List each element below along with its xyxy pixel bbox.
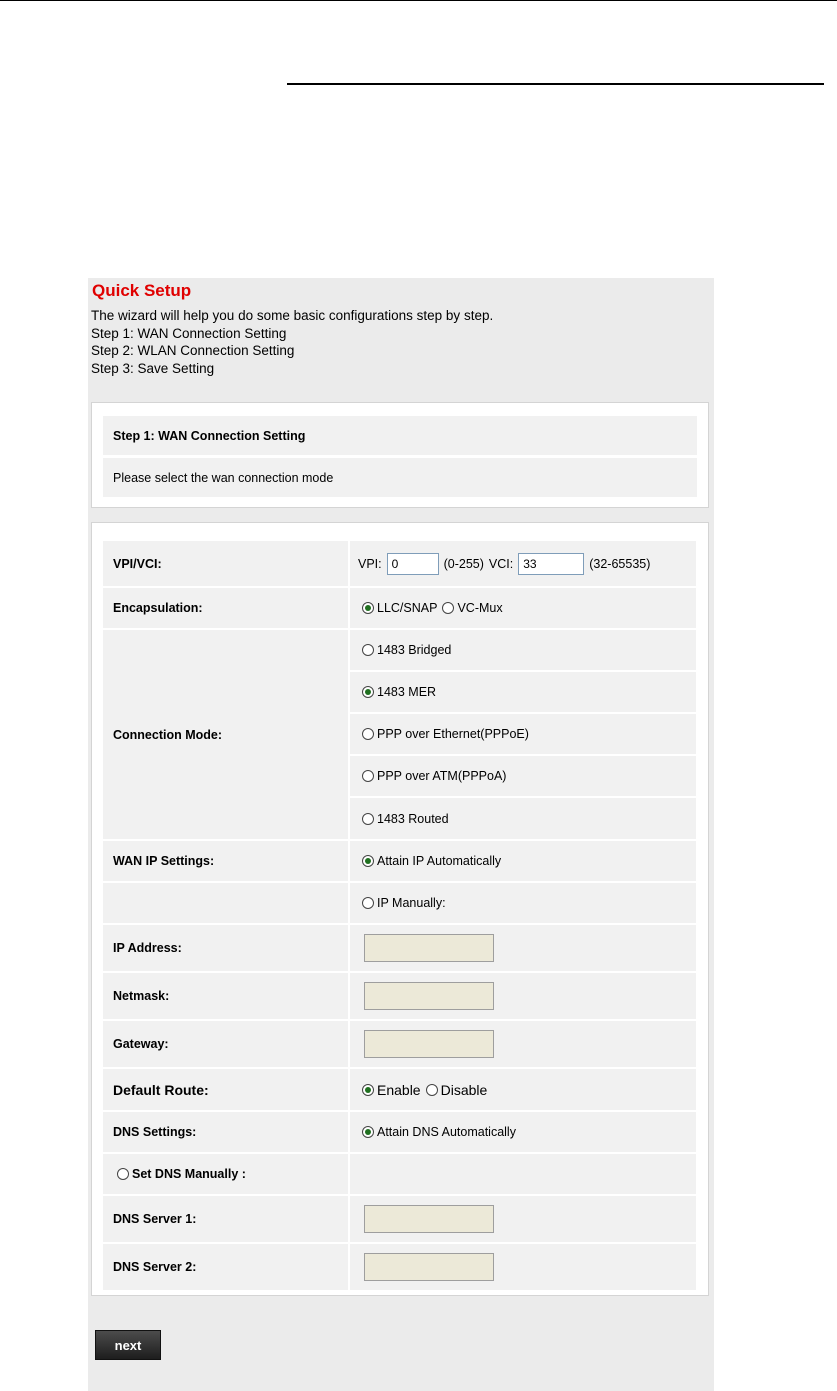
dns-manual-option [103,1154,348,1194]
dns-server-2-input[interactable] [364,1253,494,1281]
dns-manual-radio[interactable] [117,1168,129,1180]
default-route-enable-label: Enable [377,1081,421,1098]
dns-server-2-label: DNS Server 2: [103,1244,348,1290]
default-route-label: Default Route: [103,1069,348,1110]
mode-1483-routed-label: 1483 Routed [377,811,449,826]
gateway-label: Gateway: [103,1021,348,1067]
dns-auto-label: Attain DNS Automatically [377,1125,516,1139]
mode-pppoe-radio[interactable] [362,728,374,740]
encap-llc-snap-radio[interactable] [362,602,374,614]
quick-setup-panel [88,278,714,1391]
dns-server-1-cell [350,1196,696,1242]
dns-server-2-cell [350,1244,696,1290]
vci-range: (32-65535) [589,556,651,571]
dns-server-1-label: DNS Server 1: [103,1196,348,1242]
step-heading: Step 1: WAN Connection Setting [103,416,697,455]
wan-ip-settings-label: WAN IP Settings: [103,841,348,881]
vpi-vci-row [350,541,696,586]
step-1-text: Step 1: WAN Connection Setting [91,325,287,341]
wan-ip-blank-label [103,883,348,923]
mode-1483-mer-radio[interactable] [362,686,374,698]
gateway-cell [350,1021,696,1067]
quick-setup-intro [91,307,493,377]
encapsulation-label: Encapsulation: [103,588,348,628]
dns-server-1-input[interactable] [364,1205,494,1233]
mode-1483-mer-option [350,672,696,712]
wan-ip-manual-label: IP Manually: [377,896,446,910]
wan-ip-auto-option [350,841,696,881]
page-top-rule [0,0,837,1]
connection-mode-label: Connection Mode: [103,630,348,839]
mode-pppoa-option [350,756,696,796]
vci-input[interactable] [518,553,584,575]
wan-ip-manual-radio[interactable] [362,897,374,909]
step-2-text: Step 2: WLAN Connection Setting [91,343,295,358]
vpi-input[interactable] [387,553,439,575]
netmask-input[interactable] [364,982,494,1010]
quick-setup-title: Quick Setup [92,281,192,300]
mode-pppoa-radio[interactable] [362,770,374,782]
vpi-vci-label: VPI/VCI: [103,541,348,586]
ip-address-input[interactable] [364,934,494,962]
dns-auto-radio[interactable] [362,1126,374,1138]
vpi-label: VPI: [358,556,382,571]
mode-1483-bridged-label: 1483 Bridged [377,643,452,657]
default-route-disable-radio[interactable] [426,1084,438,1096]
encap-llc-snap-label: LLC/SNAP [377,601,438,615]
default-route-disable-label: Disable [440,1081,488,1098]
ip-address-label: IP Address: [103,925,348,971]
mode-1483-routed-option [350,798,696,839]
encap-vc-mux-radio[interactable] [442,602,454,614]
ip-address-cell [350,925,696,971]
step-3-text: Step 3: Save Setting [91,360,215,376]
mode-pppoe-label: PPP over Ethernet(PPPoE) [377,727,529,741]
step-box [91,402,709,508]
dns-manual-blank [350,1154,696,1194]
gateway-input[interactable] [364,1030,494,1058]
wan-ip-auto-radio[interactable] [362,855,374,867]
wan-settings-form [91,522,709,1296]
default-route-enable-radio[interactable] [362,1084,374,1096]
dns-auto-option [350,1112,696,1152]
mode-1483-routed-radio[interactable] [362,813,374,825]
netmask-cell [350,973,696,1019]
default-route-options [350,1069,696,1110]
wan-ip-manual-option [350,883,696,923]
encapsulation-options [350,588,696,628]
step-subtext: Please select the wan connection mode [103,458,697,497]
dns-manual-label: Set DNS Manually : [132,1167,246,1181]
vpi-range: (0-255) [443,556,484,571]
encap-vc-mux-label: VC-Mux [457,601,503,615]
header-rule [287,83,824,85]
mode-pppoa-label: PPP over ATM(PPPoA) [377,769,507,783]
mode-pppoe-option [350,714,696,754]
mode-1483-mer-label: 1483 MER [377,685,437,699]
intro-text: The wizard will help you do some basic configurations step by step. [91,308,494,323]
mode-1483-bridged-radio[interactable] [362,644,374,656]
netmask-label: Netmask: [103,973,348,1019]
next-button[interactable]: next [95,1330,161,1360]
mode-1483-bridged-option [350,630,696,670]
dns-settings-label: DNS Settings: [103,1112,348,1152]
wan-ip-auto-label: Attain IP Automatically [377,854,502,868]
vci-label: VCI: [488,556,514,571]
